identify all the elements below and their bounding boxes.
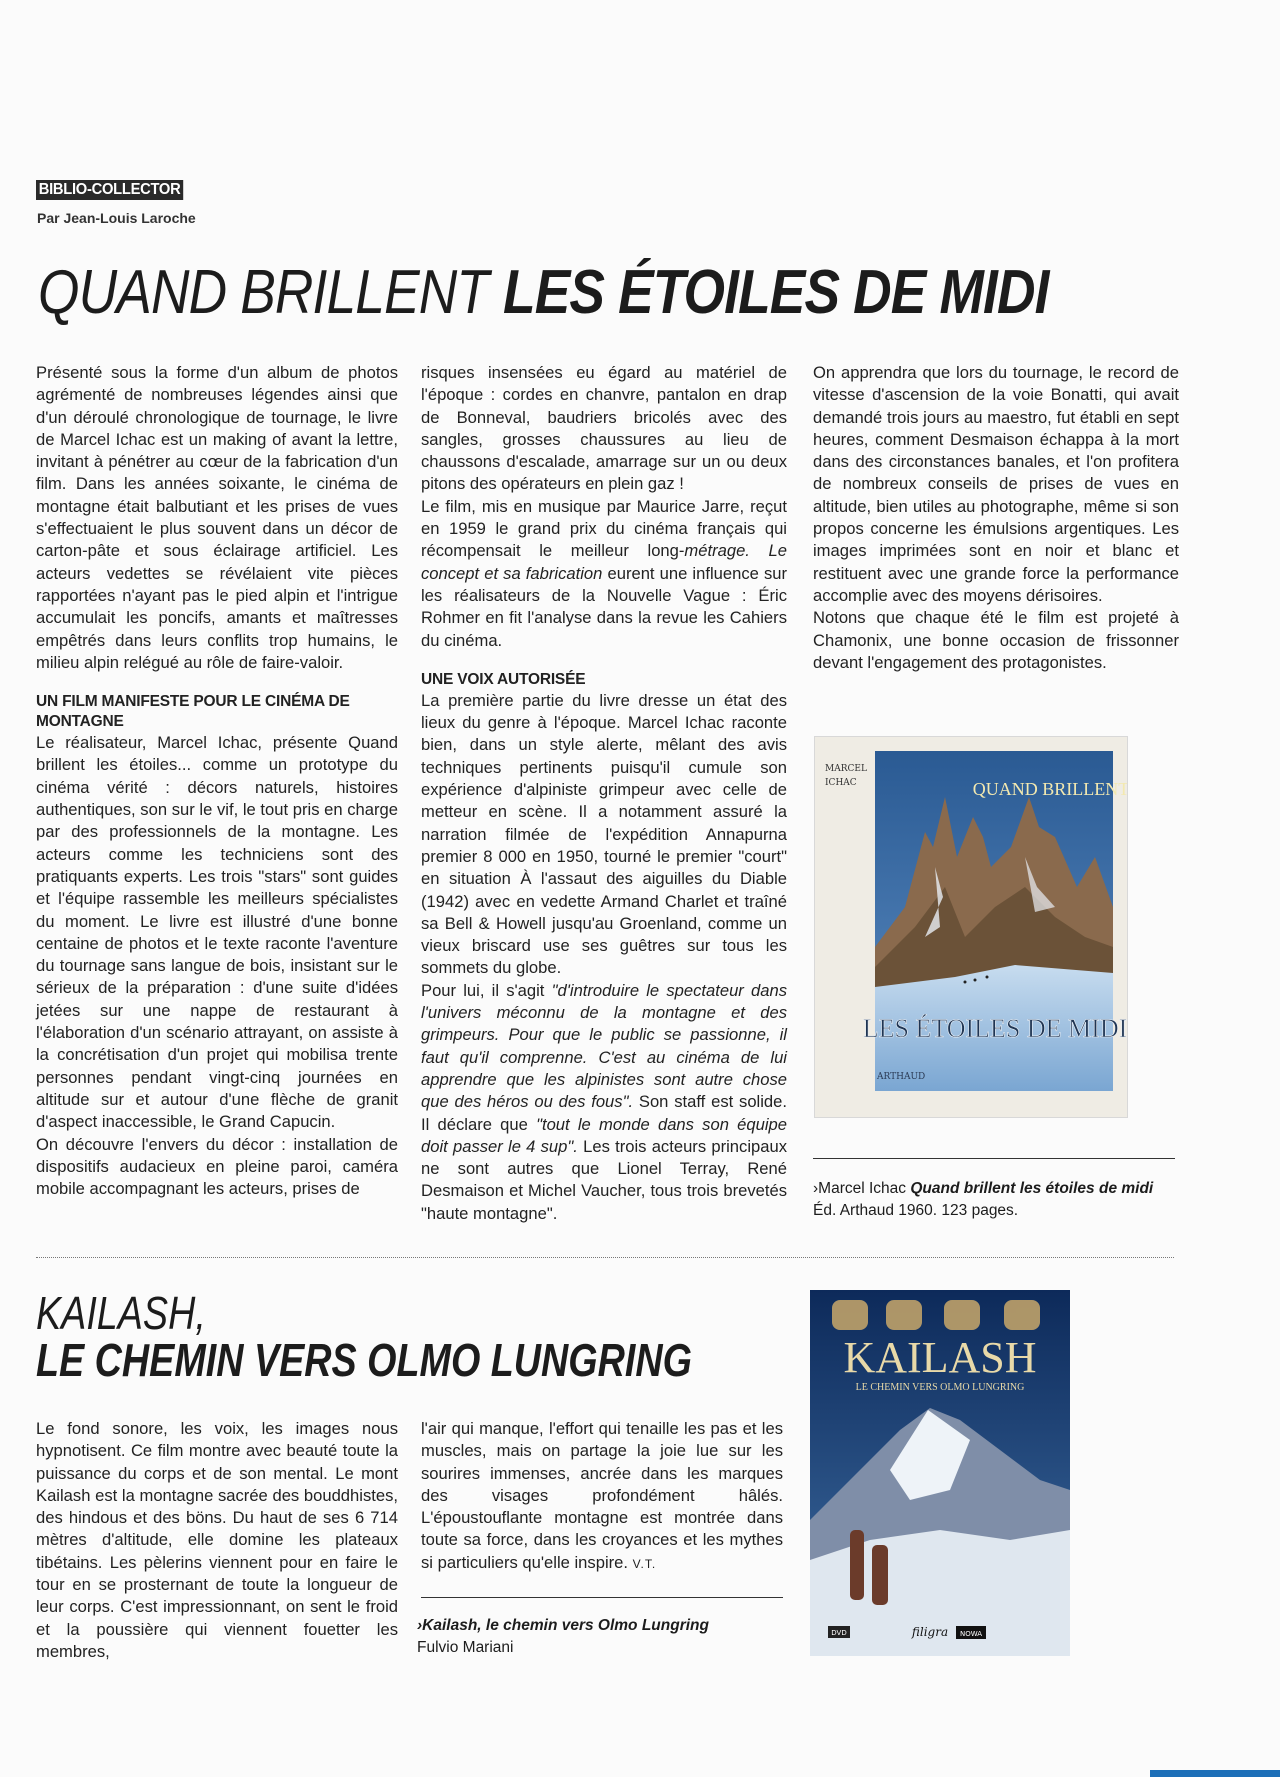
article2-title-line1: KAILASH,	[36, 1287, 206, 1339]
section-rubric: BIBLIO-COLLECTOR	[36, 180, 183, 200]
article-column-2	[421, 362, 787, 1225]
subheading: UNE VOIX AUTORISÉE	[421, 670, 586, 688]
cover-title-bottom: LES ÉTOILES DE MIDI	[862, 1014, 1127, 1043]
signature: V.T.	[632, 1556, 657, 1571]
article-column-3	[813, 362, 1179, 674]
dvd-badge: DVD	[831, 1629, 847, 1637]
paragraph: risques insensées eu égard au matériel de l'époque : cordes en chanvre, pantalon en drap de Bonneval, baudriers bricolés avec des sangles, grosses chaussures au lieu de chaussons d'escalade, amarrage sur un ou deux pitons des opérateurs en plein gaz !	[421, 363, 787, 494]
paragraph	[421, 1418, 783, 1575]
dvd-caption	[417, 1615, 797, 1659]
book-cover-image	[814, 736, 1128, 1118]
text-run: Son staff est solide. Il déclare que	[421, 1092, 788, 1134]
subheading: UN FILM MANIFESTE POUR LE CINÉMA DE MONTAGNE	[36, 693, 350, 731]
paragraph: On apprendra que lors du tournage, le record de vitesse d'ascension de la voie Bonatti, qui avait demandé trois jours au maestro, fut établi en sept heures, comment Desmaison échappa à la mort dans des circonstances banales, et l'on profitera de nombreux conseils de prises de vues en altitude, bien utiles au photographe, même si son propos concerne les émulsions argentiques. Les images imprimées sont en noir et blanc et restituent avec une grande force la performance accomplie avec des moyens dérisoires.	[813, 363, 1179, 605]
article-title	[38, 258, 1049, 327]
paragraph: Notons que chaque été le film est projeté à Chamonix, une bonne occasion de frissonner devant l'engagement des protagonistes.	[813, 608, 1179, 672]
cover-author-1: MARCEL	[825, 764, 867, 774]
text-run: eurent une influence sur les réalisateurs de la Nouvelle Vague : Éric Rohmer en fit l'analyse dans la revue les Cahiers du cinéma.	[421, 563, 788, 650]
section-divider	[36, 1257, 1174, 1258]
paragraph: La première partie du livre dresse un état des lieux du genre à l'époque. Marcel Ichac raconte bien, dans un style alerte, mêlant des avis techniques pertinents puisqu'il cumule son expérience d'alpiniste grimpeur avec celle de metteur en scène. Il a notamment assuré la narration filmée de l'expédition Annapurna premier 8 000 en 1950, tourné le premier "court" en situation À l'assaut des aiguilles du Diable (1942) avec en vedette Armand Charlet et traîné sa Bell & Howell jusqu'au Groenland, comme un vieux briscard use ses guêtres sur tous les sommets du globe.	[421, 690, 787, 978]
paragraph: Le fond sonore, les voix, les images nous hypnotisent. Ce film montre avec beauté toute la puissance du corps et de son mental. Le mont Kailash est la montagne sacrée des bouddhistes, des hindous et des böns. Du haut de ses 6 714 mètres d'altitude, elle domine les plateaux tibétains. Les pèlerins viennent pour en faire le tour en se prosternant de toute la longueur de leur corps. C'est impressionnant, on sent le froid et la poussière qui viennent fouetter les membres,	[36, 1419, 398, 1661]
text-run: l'air qui manque, l'effort qui tenaille les pas et les muscles, mais on partage la joie lue sur les sourires immenses, ancrée dans les marques des visages profondément hâlés. L'époustouflante montagne est montrée dans toute sa force, dans les croyances et les mythes si particuliers qu'elle inspire.	[421, 1419, 783, 1572]
article2-column-1	[36, 1418, 398, 1663]
page-accent-bar	[1150, 1770, 1280, 1777]
caption-title: ›Kailash, le chemin vers Olmo Lungring	[417, 1617, 709, 1634]
article2-column-2	[421, 1418, 783, 1575]
dvd-cover-image	[810, 1290, 1070, 1656]
byline: Par Jean-Louis Laroche	[37, 210, 196, 226]
quote-run: "d'introduire le spectateur dans l'univers méconnu de la montagne et des grimpeurs. Pour que le public se passionne, il faut qu'il comprenne. C'est au cinéma de lui apprendre que les alpinistes sont autre chose que des héros ou des fous".	[421, 980, 787, 1112]
caption-divider	[813, 1158, 1175, 1159]
dvd-label2: NOWA	[959, 1630, 983, 1638]
paragraph	[421, 496, 787, 652]
text-run: Les trois acteurs principaux ne sont autres que Lionel Terray, René Desmaison et Michel Vaucher, tous trois brevetés "haute montagne".	[421, 1136, 787, 1223]
dvd-label1: filigra	[911, 1625, 949, 1639]
cover-title-top: QUAND BRILLENT	[972, 779, 1127, 799]
caption-title: Quand brillent les étoiles de midi	[910, 1180, 1154, 1197]
title-bold-part: LES ÉTOILES DE MIDI	[502, 258, 1049, 327]
title-light-part: QUAND BRILLENT	[38, 258, 489, 327]
caption-director: Fulvio Mariani	[417, 1639, 514, 1656]
cover-author-2: ICHAC	[825, 778, 857, 788]
caption-divider	[421, 1597, 783, 1598]
article2-title-line2: LE CHEMIN VERS OLMO LUNGRING	[36, 1334, 692, 1386]
text-run: Pour lui, il s'agit	[421, 980, 552, 1000]
cover-publisher: ARTHAUD	[877, 1072, 926, 1082]
paragraph: On découvre l'envers du décor : installation de dispositifs audacieux en pleine paroi, caméra mobile accompagnant les acteurs, prises de	[36, 1134, 398, 1199]
caption-author: ›Marcel Ichac	[813, 1180, 911, 1197]
paragraph: Présenté sous la forme d'un album de photos agrémenté de nombreuses légendes ainsi que d'un déroulé chronologique de tournage, le livre de Marcel Ichac est un making of avant la lettre, invitant à pénétrer au cœur de la fabrication d'un film. Dans les années soixante, le cinéma de montagne était balbutiant et les prises de vues s'effectuaient le plus souvent dans un décor de carton-pâte et sous éclairage artificiel. Les acteurs vedettes se révélaient vite pièces rapportées n'ayant pas le pied alpin et l'intrigue accumulait les poncifs, amants et maîtresses empêtrés dans leurs conflits trop humains, le milieu alpin relégué au rôle de faire-valoir.	[36, 363, 398, 672]
paragraph: Le réalisateur, Marcel Ichac, présente Quand brillent les étoiles... comme un prototype du cinéma vérité : décors naturels, histoires authentiques, son sur le vif, le tout pris en charge par des professionnels de la montagne. Les acteurs comme les techniciens sont des pratiquants experts. Les trois "stars" sont guides et l'équipe rassemble les meilleurs spécialistes du moment. Le livre est illustré d'une bonne centaine de photos et le texte raconte l'aventure du tournage sans langue de bois, insistant sur le sérieux de la préparation : d'une suite d'idées jetées sur une nappe de restaurant à l'élaboration d'un scénario attrayant, on assiste à la concrétisation d'un projet qui mobilisa trente personnes pendant vingt-cinq journées en altitude sur et autour d'une flèche de granit d'aspect inaccessible, le Grand Capucin.	[36, 733, 398, 1132]
dvd-subtitle: LE CHEMIN VERS OLMO LUNGRING	[855, 1382, 1025, 1393]
quote-run: "tout le monde dans son équipe doit passer le 4 sup".	[421, 1114, 787, 1156]
text-run: Le film, mis en musique par Maurice Jarre, reçut en 1959 le grand prix du cinéma français qui récompensait le meilleur long-	[421, 496, 787, 561]
paragraph	[421, 980, 787, 1225]
article-column-1	[36, 362, 398, 1200]
book-caption	[813, 1178, 1193, 1222]
italic-run: métrage. Le concept et sa fabrication	[421, 541, 787, 583]
caption-details: Éd. Arthaud 1960. 123 pages.	[813, 1202, 1019, 1219]
dvd-title: KAILASH	[843, 1333, 1037, 1382]
